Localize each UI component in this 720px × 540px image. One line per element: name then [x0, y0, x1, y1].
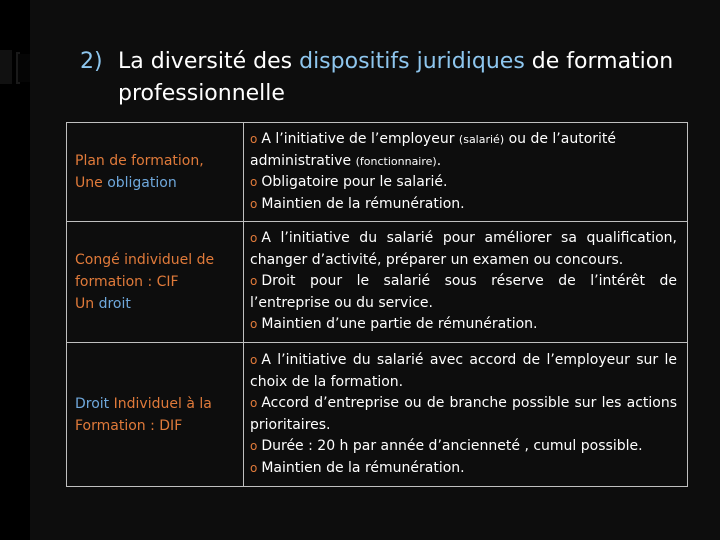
row-label-prefix: Une: [75, 175, 103, 191]
bullet-text: Durée : 20 h par année d’ancienneté , cumul possible.: [261, 438, 643, 454]
bullet-icon: o: [250, 196, 258, 211]
table-row: [67, 343, 688, 487]
decorative-bar-secondary: [18, 54, 30, 82]
row-label-line: [75, 293, 239, 315]
slide-title: [80, 46, 690, 110]
bullet-item: [250, 314, 677, 336]
row-label-line: [75, 172, 239, 194]
row-label: [67, 123, 244, 222]
bullet-text: Accord d’entreprise ou de branche possible sur les actions prioritaires.: [250, 395, 677, 433]
bullet-note: (salarié): [458, 133, 505, 146]
row-label-line: Formation : DIF: [75, 417, 183, 434]
bullet-item: [250, 194, 677, 216]
bullet-text: Maintien d’une partie de rémunération.: [261, 316, 538, 333]
title-number: 2): [80, 49, 103, 74]
bullet-text: Maintien de la rémunération.: [261, 195, 465, 212]
bullet-text: A l’initiative du salarié avec accord de l’employeur sur le choix de la formation.: [250, 352, 677, 390]
title-part1: La diversité des: [118, 49, 293, 74]
bullet-text-end: .: [436, 152, 442, 169]
bullet-text-tail: ou de l’autorité: [508, 131, 617, 147]
row-label-text: Individuel: [113, 395, 182, 412]
bullet-item: [250, 129, 677, 172]
bullet-text: Maintien de la rémunération.: [261, 459, 465, 476]
bullet-item: [250, 458, 677, 480]
bullet-icon: o: [250, 231, 258, 246]
bullet-note: (fonctionnaire): [355, 154, 437, 168]
bullet-text: A l’initiative de l’employeur: [261, 131, 455, 147]
title-line2: professionnelle: [118, 81, 285, 106]
row-label-text: à la: [186, 395, 212, 412]
bullet-item: [250, 228, 677, 271]
row-label-line: Plan de formation,: [75, 153, 204, 169]
bullet-icon: o: [250, 317, 258, 332]
bullet-text-line2: administrative: [250, 152, 352, 169]
dispositifs-table: [66, 122, 688, 487]
bullet-item: [250, 172, 677, 194]
table-row: [67, 123, 688, 222]
bullet-icon: o: [250, 396, 258, 410]
bullet-icon: o: [250, 439, 258, 453]
row-description: [244, 222, 688, 343]
bullet-icon: o: [250, 175, 258, 189]
row-label-line: [75, 393, 239, 415]
row-description: [244, 123, 688, 222]
bullet-icon: o: [250, 353, 258, 367]
bullet-text: A l’initiative du salarié pour améliorer sa qualification, changer d’activité, préparer un examen ou concours.: [250, 230, 677, 268]
row-description: [244, 343, 688, 487]
bullet-icon: o: [250, 274, 258, 289]
bullet-item: [250, 350, 677, 393]
table-row: [67, 222, 688, 343]
decorative-bar: [0, 50, 12, 84]
row-label-line: Congé individuel de: [75, 252, 215, 268]
row-label: [67, 343, 244, 487]
bullet-icon: o: [250, 460, 258, 475]
row-label-line: formation : CIF: [75, 274, 179, 290]
bullet-text: Obligatoire pour le salarié.: [261, 174, 448, 190]
bullet-text: Droit pour le salarié sous réserve de l’intérêt de l’entreprise ou du service.: [250, 273, 677, 311]
bullet-item: [250, 271, 677, 314]
title-highlight: dispositifs juridiques: [299, 49, 525, 74]
bullet-item: [250, 436, 677, 458]
title-part2: de formation: [531, 49, 674, 74]
row-label-highlight: Droit: [75, 395, 110, 412]
row-label: [67, 222, 244, 343]
row-label-highlight: droit: [98, 296, 131, 312]
bullet-item: [250, 393, 677, 436]
bullet-icon: o: [250, 132, 258, 146]
row-label-prefix: Un: [75, 296, 95, 312]
row-label-highlight: obligation: [107, 175, 177, 191]
